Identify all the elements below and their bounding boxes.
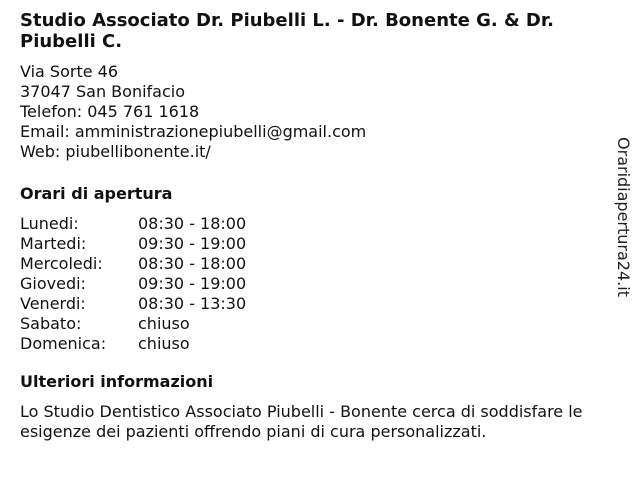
hours-row bbox=[20, 274, 610, 294]
hours-value: 09:30 - 19:00 bbox=[138, 274, 247, 293]
day-label: Venerdi: bbox=[20, 294, 86, 313]
day-label: Lunedi: bbox=[20, 214, 79, 233]
street-address: Via Sorte 46 bbox=[20, 62, 119, 81]
email-address[interactable]: Email: amministrazionepiubelli@gmail.com bbox=[20, 122, 367, 141]
contact-block bbox=[20, 62, 610, 162]
hours-value: chiuso bbox=[138, 334, 190, 353]
day-label: Mercoledi: bbox=[20, 254, 103, 273]
hours-value: chiuso bbox=[138, 314, 190, 333]
hours-value: 08:30 - 13:30 bbox=[138, 294, 247, 313]
hours-row bbox=[20, 254, 610, 274]
city-address: 37047 San Bonifacio bbox=[20, 82, 185, 101]
hours-row bbox=[20, 234, 610, 254]
opening-hours-table bbox=[20, 214, 610, 354]
opening-hours-heading: Orari di apertura bbox=[20, 184, 173, 203]
site-watermark: Oraridiapertura24.it bbox=[614, 137, 633, 297]
day-label: Giovedi: bbox=[20, 274, 86, 293]
hours-value: 08:30 - 18:00 bbox=[138, 214, 247, 233]
business-title: Studio Associato Dr. Piubelli L. - Dr. Bonente G. & Dr. Piubelli C. bbox=[20, 10, 555, 52]
day-label: Domenica: bbox=[20, 334, 107, 353]
hours-value: 08:30 - 18:00 bbox=[138, 254, 247, 273]
phone-number[interactable]: Telefon: 045 761 1618 bbox=[20, 102, 200, 121]
hours-row bbox=[20, 214, 610, 234]
hours-row bbox=[20, 334, 610, 354]
page-content bbox=[20, 10, 610, 442]
more-info-text: Lo Studio Dentistico Associato Piubelli - Bonente cerca di soddisfare le esigenze dei pazienti offrendo piani di cura personalizzati. bbox=[20, 402, 583, 441]
hours-value: 09:30 - 19:00 bbox=[138, 234, 247, 253]
website-link[interactable]: Web: piubellibonente.it/ bbox=[20, 142, 211, 161]
hours-row bbox=[20, 314, 610, 334]
day-label: Martedi: bbox=[20, 234, 87, 253]
hours-row bbox=[20, 294, 610, 314]
more-info-heading: Ulteriori informazioni bbox=[20, 372, 214, 391]
day-label: Sabato: bbox=[20, 314, 82, 333]
